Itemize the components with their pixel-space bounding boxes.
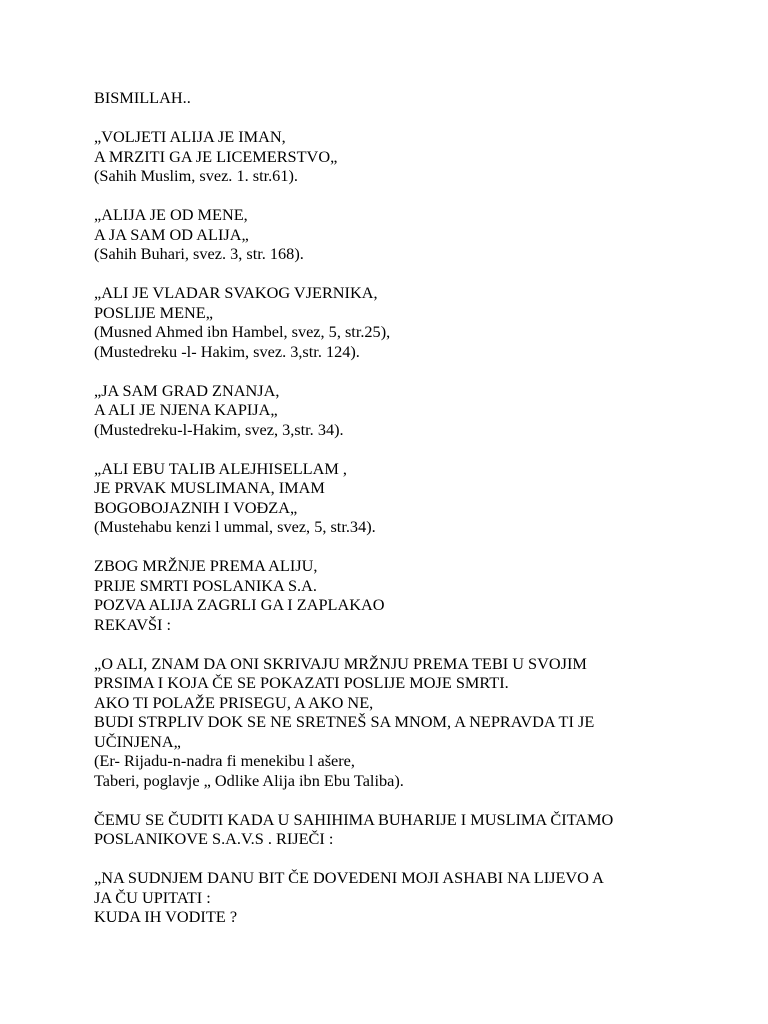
text-line: ZBOG MRŽNJE PREMA ALIJU,	[94, 556, 318, 575]
citation-line: (Sahih Buhari, svez. 3, str. 168).	[94, 244, 304, 263]
text-line: „ALI JE VLADAR SVAKOG VJERNIKA,	[94, 283, 378, 302]
document-heading: BISMILLAH..	[94, 88, 191, 107]
text-line: JE PRVAK MUSLIMANA, IMAM	[94, 478, 325, 497]
document-body	[94, 88, 734, 946]
quote-paragraph-4	[94, 381, 734, 440]
text-line: „JA SAM GRAD ZNANJA,	[94, 380, 280, 400]
text-line: POSLIJE MENE„	[94, 302, 213, 322]
text-line: A MRZITI GA JE LICEMERSTVO„	[94, 146, 338, 166]
quote-paragraph-6	[94, 654, 734, 791]
text-line: JA ČU UPITATI :	[94, 887, 211, 907]
text-line: „NA SUDNJEM DANU BIT ČE DOVEDENI MOJI ASHABI NA LIJEVO A	[94, 868, 604, 887]
text-line: ČEMU SE ČUDITI KADA U SAHIHIMA BUHARIJE I MUSLIMA ČITAMO	[94, 809, 614, 829]
text-line: POZVA ALIJA ZAGRLI GA I ZAPLAKAO	[94, 595, 385, 614]
citation-line: (Sahih Muslim, svez. 1. str.61).	[94, 166, 298, 185]
citation-line: (Mustedreku-l-Hakim, svez, 3,str. 34).	[94, 419, 344, 439]
citation-line: (Mustedreku -l- Hakim, svez. 3,str. 124).	[94, 341, 360, 361]
text-line: „VOLJETI ALIJA JE IMAN,	[94, 127, 286, 146]
narrative-paragraph-1	[94, 556, 734, 634]
text-line: REKAVŠI :	[94, 614, 172, 634]
citation-line: (Musned Ahmed ibn Hambel, svez, 5, str.25),	[94, 322, 391, 341]
citation-line: (Er- Rijadu-n-nadra fi menekibu l ašere,	[94, 751, 355, 770]
text-line: „O ALI, ZNAM DA ONI SKRIVAJU MRŽNJU PREMA TEBI U SVOJIM	[94, 653, 587, 673]
text-line: PRIJE SMRTI POSLANIKA S.A.	[94, 575, 317, 595]
text-line: PRSIMA I KOJA ČE SE POKAZATI POSLIJE MOJE SMRTI.	[94, 673, 509, 692]
quote-paragraph-2	[94, 205, 734, 264]
quote-paragraph-3	[94, 283, 734, 361]
text-line: A JA SAM OD ALIJA„	[94, 224, 249, 244]
text-line: POSLANIKOVE S.A.V.S . RIJEČI :	[94, 829, 334, 848]
citation-line: Taberi, poglavje „ Odlike Alija ibn Ebu Taliba).	[94, 770, 404, 790]
text-line: A ALI JE NJENA KAPIJA„	[94, 400, 278, 419]
text-line: „ALIJA JE OD MENE,	[94, 205, 248, 224]
quote-paragraph-7	[94, 868, 734, 927]
quote-paragraph-5	[94, 459, 734, 537]
text-line: KUDA IH VODITE ?	[94, 907, 238, 926]
text-line: „ALI EBU TALIB ALEJHISELLAM ,	[94, 458, 347, 478]
narrative-paragraph-2	[94, 810, 734, 849]
text-line: AKO TI POLAŽE PRISEGU, A AKO NE,	[94, 692, 374, 712]
text-line: UČINJENA„	[94, 731, 181, 751]
text-line: BOGOBOJAZNIH I VOĐZA„	[94, 497, 298, 517]
quote-paragraph-1	[94, 127, 734, 186]
text-line: BUDI STRPLIV DOK SE NE SRETNEŠ SA MNOM, A NEPRAVDA TI JE	[94, 712, 595, 731]
heading-paragraph	[94, 88, 734, 108]
citation-line: (Mustehabu kenzi l ummal, svez, 5, str.34).	[94, 517, 376, 536]
